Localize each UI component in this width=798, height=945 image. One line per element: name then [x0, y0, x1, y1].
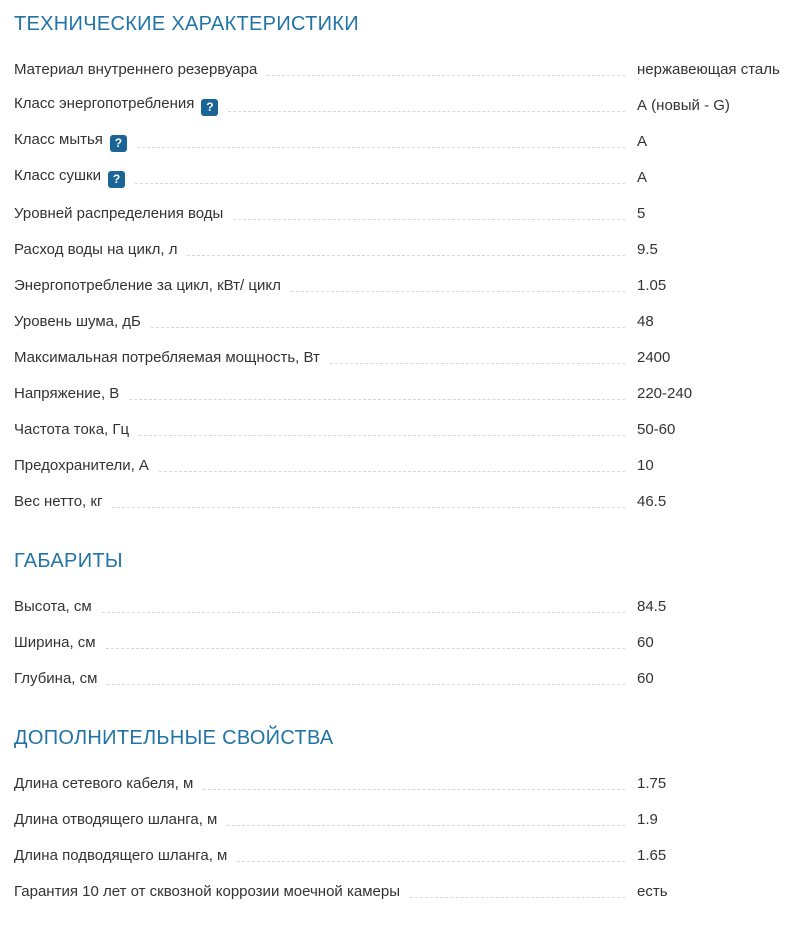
spec-label [14, 129, 127, 152]
spec-row [14, 131, 787, 152]
spec-label-text: Вес нетто, кг [14, 493, 103, 510]
spec-value: А [637, 169, 648, 186]
spec-value: 1.65 [637, 847, 667, 864]
spec-label [14, 668, 97, 689]
spec-label [14, 845, 227, 866]
spec-label [14, 809, 217, 830]
dotted-leader [106, 648, 625, 649]
dotted-leader [139, 435, 625, 436]
spec-label-text: Длина отводящего шланга, м [14, 811, 218, 828]
spec-label [14, 596, 92, 617]
spec-row [14, 347, 787, 368]
spec-value: 1.9 [637, 811, 658, 828]
dotted-leader [410, 897, 625, 898]
spec-row [14, 59, 787, 80]
spec-row [14, 668, 787, 689]
spec-row [14, 419, 787, 440]
spec-value: 1.05 [637, 277, 667, 294]
spec-label-text: Уровней распределения воды [14, 205, 224, 222]
spec-label [14, 383, 119, 404]
spec-label-text: Длина сетевого кабеля, м [14, 775, 194, 792]
spec-value: 60 [637, 670, 654, 687]
dotted-leader [135, 183, 625, 184]
spec-row [14, 809, 787, 830]
spec-row [14, 773, 787, 794]
section-title: ТЕХНИЧЕСКИЕ ХАРАКТЕРИСТИКИ [14, 13, 359, 35]
help-icon[interactable]: ? [110, 135, 127, 152]
spec-label-text: Максимальная потребляемая мощность, Вт [14, 349, 320, 366]
spec-label [14, 632, 96, 653]
spec-label-text: Уровень шума, дБ [14, 313, 141, 330]
spec-row [14, 845, 787, 866]
spec-label [14, 311, 141, 332]
help-icon[interactable]: ? [108, 171, 125, 188]
spec-value: А [637, 133, 648, 150]
spec-section [14, 726, 787, 902]
spec-value: 60 [637, 634, 654, 651]
dotted-leader [112, 507, 625, 508]
spec-label [14, 773, 193, 794]
spec-value: 1.75 [637, 775, 667, 792]
spec-label [14, 59, 257, 80]
dotted-leader [151, 327, 625, 328]
spec-label-text: Предохранители, А [14, 457, 149, 474]
spec-value: 2400 [637, 349, 671, 366]
spec-value: 84.5 [637, 598, 667, 615]
spec-rows [14, 596, 787, 689]
spec-row [14, 383, 787, 404]
dotted-leader [203, 789, 625, 790]
dotted-leader [330, 363, 625, 364]
dotted-leader [227, 825, 625, 826]
spec-label [14, 491, 102, 512]
spec-value: 10 [637, 457, 654, 474]
spec-row [14, 167, 787, 188]
spec-label [14, 203, 223, 224]
spec-label [14, 455, 149, 476]
spec-value: 48 [637, 313, 654, 330]
spec-label-text: Длина подводящего шланга, м [14, 847, 228, 864]
dotted-leader [237, 861, 625, 862]
spec-value: нержавеющая сталь [637, 61, 780, 78]
spec-label [14, 881, 400, 902]
help-icon[interactable]: ? [201, 99, 218, 116]
spec-value: 9.5 [637, 241, 658, 258]
spec-value: есть [637, 883, 668, 900]
spec-row [14, 491, 787, 512]
spec-label-text: Класс энергопотребления [14, 95, 195, 112]
dotted-leader [159, 471, 625, 472]
spec-row [14, 632, 787, 653]
spec-label-text: Класс мытья [14, 131, 103, 148]
dotted-leader [187, 255, 625, 256]
dotted-leader [129, 399, 625, 400]
spec-row [14, 95, 787, 116]
spec-label-text: Класс сушки [14, 167, 101, 184]
spec-row [14, 455, 787, 476]
dotted-leader [102, 612, 625, 613]
spec-label-text: Частота тока, Гц [14, 421, 130, 438]
spec-row [14, 203, 787, 224]
spec-value: 220-240 [637, 385, 693, 402]
spec-label [14, 165, 125, 188]
dotted-leader [291, 291, 625, 292]
section-title: ДОПОЛНИТЕЛЬНЫЕ СВОЙСТВА [14, 727, 334, 749]
spec-value: 46.5 [637, 493, 667, 510]
spec-section [14, 549, 787, 689]
spec-row [14, 596, 787, 617]
spec-label [14, 93, 218, 116]
dotted-leader [267, 75, 625, 76]
spec-value: А (новый - G) [637, 97, 730, 114]
spec-rows [14, 773, 787, 902]
dotted-leader [233, 219, 625, 220]
spec-row [14, 311, 787, 332]
spec-label-text: Ширина, см [14, 634, 96, 651]
spec-label [14, 419, 129, 440]
spec-row [14, 881, 787, 902]
spec-value: 50-60 [637, 421, 676, 438]
spec-label-text: Высота, см [14, 598, 92, 615]
spec-label [14, 275, 281, 296]
section-title: ГАБАРИТЫ [14, 550, 123, 572]
spec-label-text: Расход воды на цикл, л [14, 241, 178, 258]
spec-label-text: Глубина, см [14, 670, 98, 687]
spec-label [14, 347, 320, 368]
spec-value: 5 [637, 205, 646, 222]
dotted-leader [137, 147, 625, 148]
spec-label-text: Напряжение, В [14, 385, 120, 402]
spec-label-text: Энергопотребление за цикл, кВт/ цикл [14, 277, 281, 294]
spec-label-text: Материал внутреннего резервуара [14, 61, 258, 78]
spec-label [14, 239, 177, 260]
spec-section [14, 12, 787, 512]
spec-label-text: Гарантия 10 лет от сквозной коррозии моечной камеры [14, 883, 400, 900]
spec-row [14, 239, 787, 260]
spec-rows [14, 59, 787, 512]
dotted-leader [107, 684, 625, 685]
spec-row [14, 275, 787, 296]
dotted-leader [228, 111, 625, 112]
